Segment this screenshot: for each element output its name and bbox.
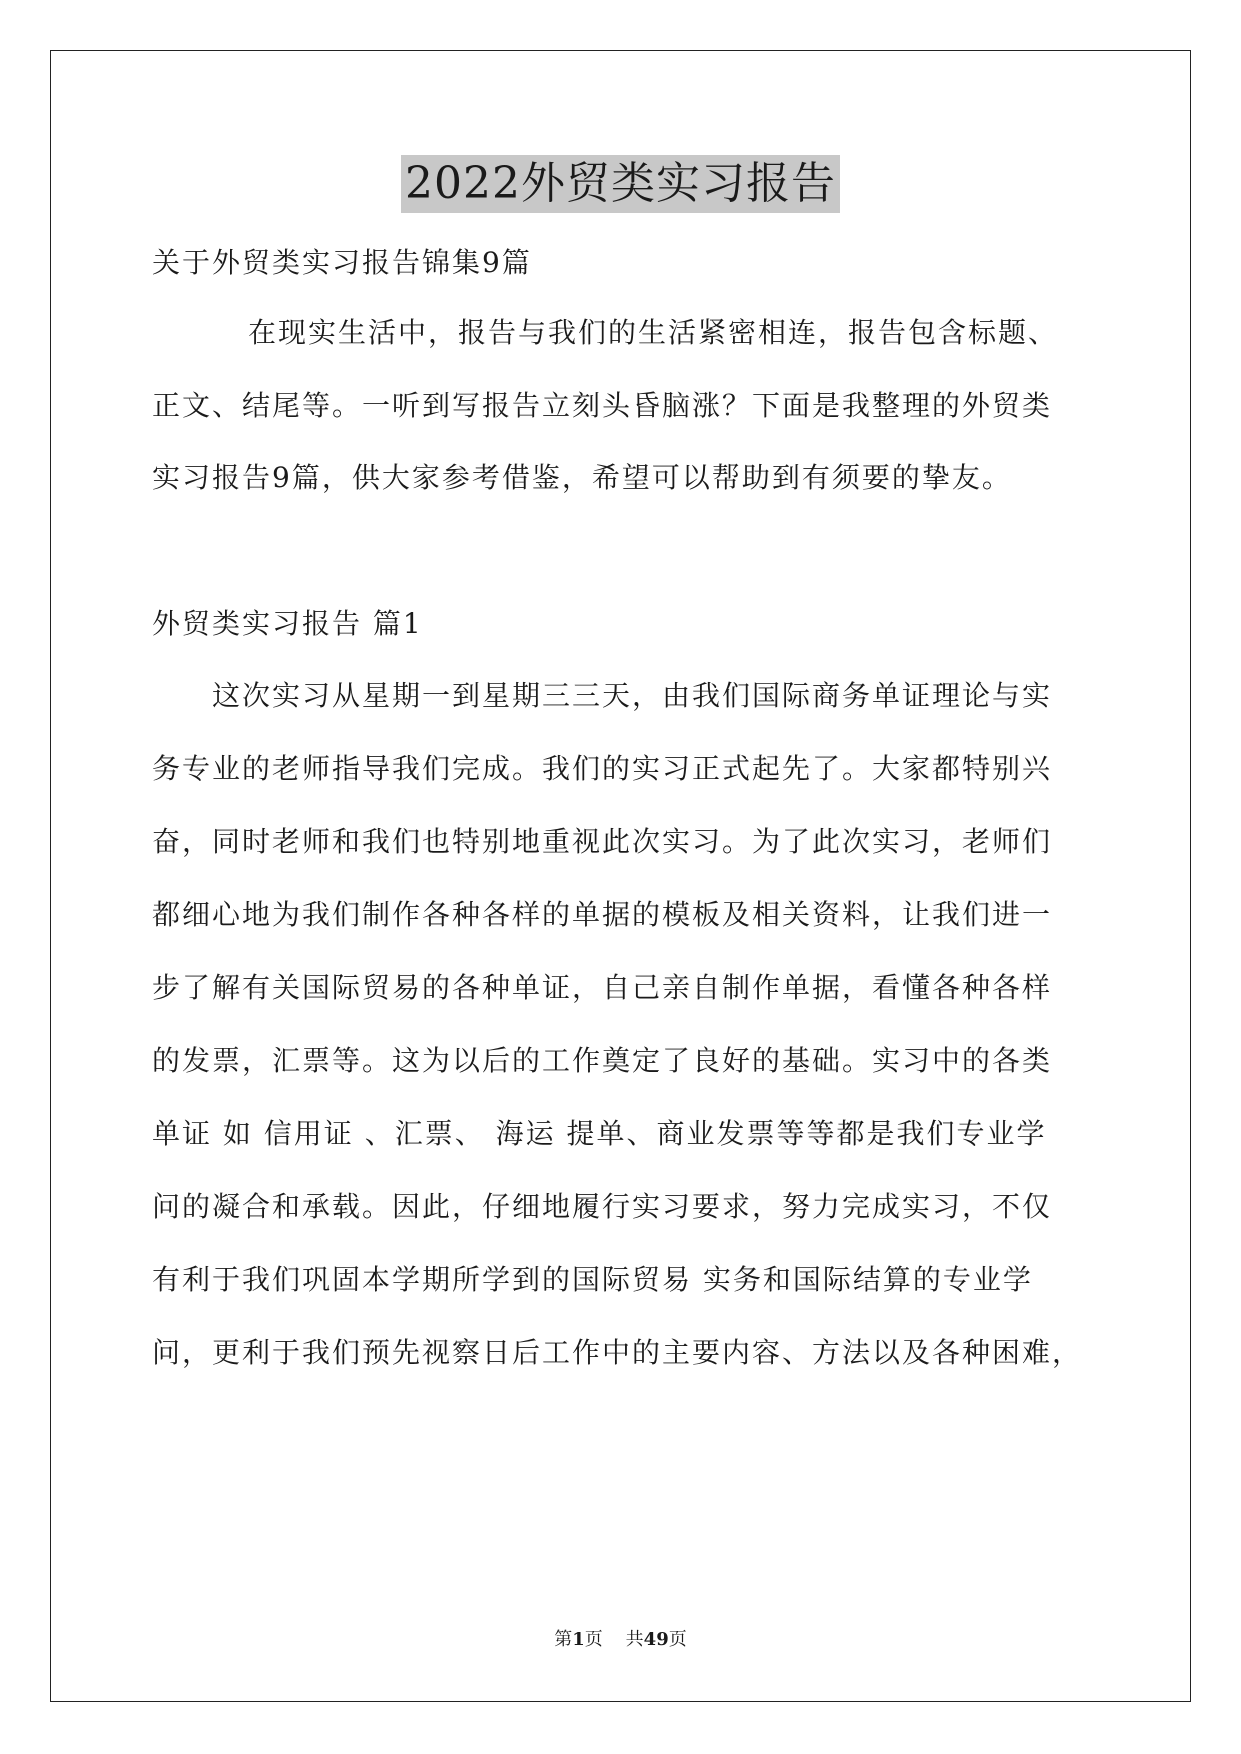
footer-total-pages: 49 — [643, 1629, 669, 1650]
intro-line: 正文、结尾等。一听到写报告立刻头昏脑涨？下面是我整理的外贸类 — [152, 389, 1053, 422]
footer-page-suffix: 页 — [668, 1629, 687, 1650]
intro-line: 实习报告9篇，供大家参考借鉴，希望可以帮助到有须要的挚友。 — [152, 461, 1012, 494]
body-line: 务专业的老师指导我们完成。我们的实习正式起先了。大家都特别兴 — [152, 752, 1053, 785]
document-title: 2022外贸类实习报告 — [401, 155, 840, 213]
body-line: 都细心地为我们制作各种各样的单据的模板及相关资料，让我们进一 — [152, 898, 1053, 931]
body-line: 奋，同时老师和我们也特别地重视此次实习。为了此次实习，老师们 — [152, 825, 1053, 858]
body-line: 有利于我们巩固本学期所学到的国际贸易 实务和国际结算的专业学 — [152, 1263, 1033, 1296]
page-footer — [0, 1628, 1241, 1652]
body-line: 问，更利于我们预先视察日后工作中的主要内容、方法以及各种困难， — [152, 1336, 1083, 1369]
document-subtitle: 关于外贸类实习报告锦集9篇 — [152, 246, 532, 279]
title-container — [0, 155, 1241, 213]
footer-page-mid: 页 共 — [584, 1629, 644, 1650]
body-line: 单证 如 信用证 、汇票、 海运 提单、商业发票等等都是我们专业学 — [152, 1117, 1047, 1150]
page-border — [50, 50, 1191, 1702]
footer-page-prefix: 第 — [554, 1629, 573, 1650]
footer-current-page: 1 — [572, 1629, 585, 1650]
body-line: 步了解有关国际贸易的各种单证，自己亲自制作单据，看懂各种各样 — [152, 971, 1053, 1004]
intro-line: 在现实生活中，报告与我们的生活紧密相连，报告包含标题、 — [248, 316, 1059, 349]
section-heading: 外贸类实习报告 篇1 — [152, 607, 423, 640]
body-line: 的发票，汇票等。这为以后的工作奠定了良好的基础。实习中的各类 — [152, 1044, 1053, 1077]
body-line: 这次实习从星期一到星期三三天，由我们国际商务单证理论与实 — [212, 679, 1053, 712]
body-line: 问的凝合和承载。因此，仔细地履行实习要求，努力完成实习，不仅 — [152, 1190, 1053, 1223]
